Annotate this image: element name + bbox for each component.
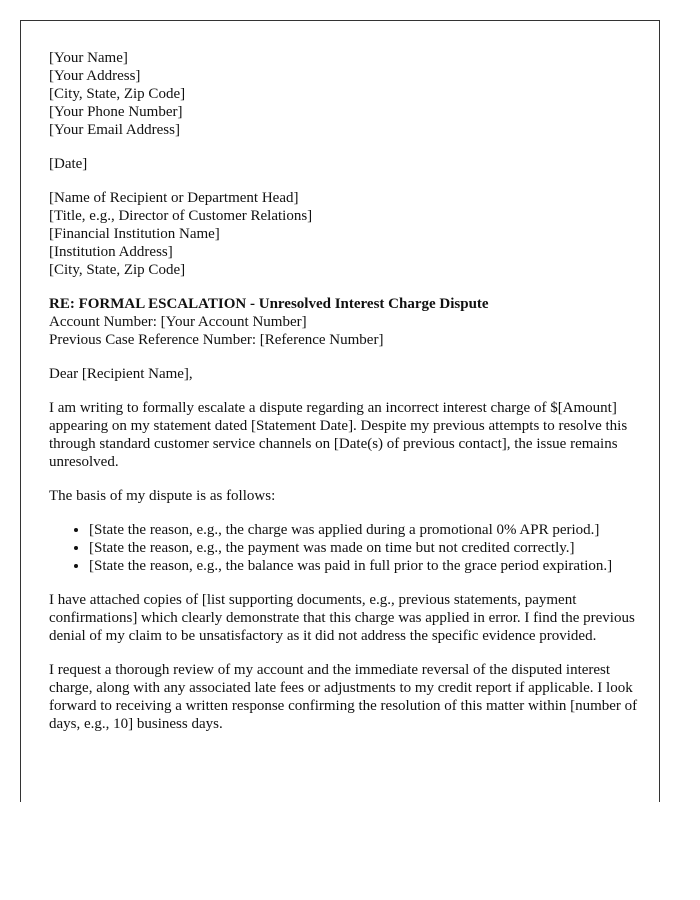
attachments-paragraph: I have attached copies of [list supporting documents, e.g., previous statements, payment confirmations] which clearly demonstrate that this charge was applied in error. I find the previous denial of my claim to be unsatisfactory as it did not address the specific evidence provided. [49, 592, 635, 644]
account-number: Account Number: [Your Account Number] [49, 314, 307, 330]
recipient-block [49, 189, 639, 279]
list-item: • [State the reason, e.g., the payment was made on time but not credited correctly.] [89, 539, 639, 557]
recipient-title: [Title, e.g., Director of Customer Relations] [49, 208, 313, 224]
letter-date: [Date] [49, 156, 88, 172]
sender-address: [Your Address] [49, 68, 141, 84]
sender-city: [City, State, Zip Code] [49, 86, 186, 102]
salutation: Dear [Recipient Name], [49, 366, 193, 382]
date-block [49, 155, 639, 173]
recipient-address: [Institution Address] [49, 244, 173, 260]
subject-line: RE: FORMAL ESCALATION - Unresolved Interest Charge Dispute [49, 296, 489, 312]
case-reference: Previous Case Reference Number: [Reference Number] [49, 332, 384, 348]
list-item: • [State the reason, e.g., the balance was paid in full prior to the grace period expiration.] [89, 557, 639, 575]
letter-body [49, 49, 639, 733]
sender-block [49, 49, 639, 139]
reasons-list [49, 521, 639, 575]
letter-page [20, 20, 660, 802]
sender-phone: [Your Phone Number] [49, 104, 183, 120]
intro-paragraph: I am writing to formally escalate a dispute regarding an incorrect interest charge of $[Amount] appearing on my statement dated [Statement Date]. Despite my previous attempts to resolve this through standard customer service channels on [Date(s) of previous contact], the issue remains unresolved. [49, 400, 628, 470]
sender-email: [Your Email Address] [49, 122, 180, 138]
list-item: • [State the reason, e.g., the charge was applied during a promotional 0% APR period.] [89, 521, 639, 539]
request-paragraph: I request a thorough review of my account and the immediate reversal of the disputed interest charge, along with any associated late fees or adjustments to my credit report if applicable. I look forward to receiving a written response confirming the resolution of this matter within [number of days, e.g., 10] business days. [49, 662, 638, 732]
recipient-city: [City, State, Zip Code] [49, 262, 186, 278]
recipient-name: [Name of Recipient or Department Head] [49, 190, 299, 206]
subject-block [49, 295, 639, 349]
sender-name: [Your Name] [49, 50, 128, 66]
recipient-institution: [Financial Institution Name] [49, 226, 220, 242]
basis-paragraph: The basis of my dispute is as follows: [49, 488, 276, 504]
